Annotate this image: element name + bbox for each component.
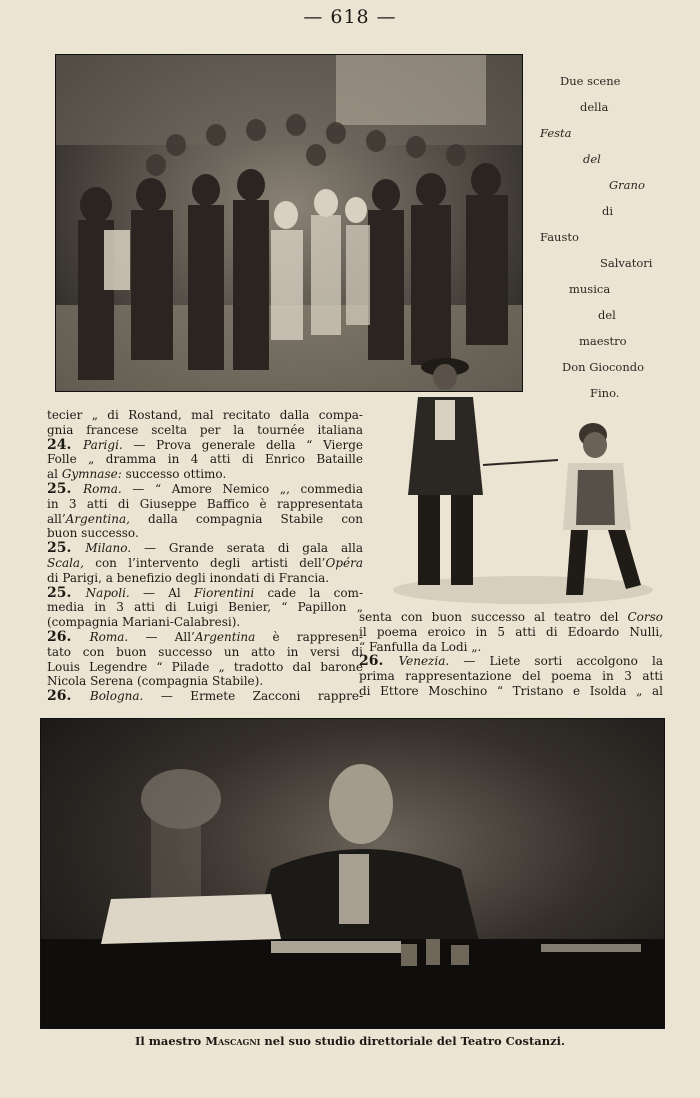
text-line: [47, 660, 363, 675]
text-run: Argentina,: [65, 511, 130, 526]
text-line: [47, 423, 363, 438]
text-run: tecier „ di Rostand, mal recitato dalla compa-: [47, 408, 363, 422]
text-run: — Ermete Zacconi rappre-: [143, 689, 363, 704]
crowd-photo-art: [56, 55, 522, 391]
text-run: — Liete sorti accolgono la: [449, 654, 663, 669]
entry-day-number: 26.: [359, 654, 399, 670]
side-caption-line: Due scene: [560, 74, 621, 88]
entry-day-number: 26.: [47, 689, 90, 704]
text-line: [47, 497, 363, 512]
text-line: [47, 452, 363, 467]
text-run: al: [47, 467, 62, 482]
text-run: (compagnia Mariani-Calabresi).: [47, 615, 241, 630]
text-line: [47, 526, 363, 541]
text-run: Bologna.: [89, 689, 144, 704]
bottom-photo-caption: [0, 1034, 700, 1048]
stage-scene-photo: [55, 54, 523, 392]
text-run: buon successo.: [47, 526, 139, 541]
text-line: [47, 482, 363, 497]
text-line: [47, 645, 363, 660]
caption-name: Mascagni: [205, 1034, 261, 1048]
text-line: [359, 669, 663, 684]
costume-figures-illustration: [383, 345, 663, 610]
text-run: Gymnase:: [61, 467, 122, 482]
text-run: — All’: [128, 629, 195, 644]
text-line: [47, 615, 363, 630]
side-caption-line: della: [580, 100, 609, 114]
text-run: Opéra: [325, 555, 363, 570]
study-photo-art: [41, 719, 664, 1028]
text-run: — “ Amore Nemico „, commedia: [121, 481, 363, 496]
text-run: all’: [47, 511, 66, 526]
text-run: Corso: [627, 610, 663, 624]
text-line: [47, 512, 363, 527]
side-caption-line: Grano: [609, 178, 645, 192]
text-run: Folle „ dramma in 4 atti di Enrico Bataille: [47, 452, 363, 467]
mascagni-study-photo: [40, 718, 665, 1029]
text-run: cade la com-: [254, 585, 363, 600]
side-caption-line: di: [602, 204, 614, 218]
text-column-right: [359, 610, 663, 699]
text-line: [359, 610, 663, 625]
text-run: Venezia.: [398, 654, 450, 669]
text-run: il poema eroico in 5 atti di Edoardo Nulli,: [359, 624, 663, 639]
figures-art: [383, 345, 663, 610]
text-run: Scala,: [47, 555, 84, 570]
text-run: tato con buon successo un atto in versi di: [47, 644, 363, 659]
text-line: [47, 408, 363, 423]
text-line: [47, 467, 363, 482]
text-run: senta con buon successo al teatro del: [359, 610, 628, 624]
text-line: [359, 640, 663, 655]
text-run: in 3 atti di Giuseppe Baffico è rappresentata: [47, 496, 363, 511]
text-line: [359, 625, 663, 640]
text-run: successo ottimo.: [121, 467, 227, 482]
text-run: Nicola Serena (compagnia Stabile).: [47, 674, 264, 689]
text-run: — Al: [129, 585, 195, 600]
text-run: Roma.: [89, 629, 129, 644]
text-line: [47, 438, 363, 453]
text-run: Louis Legendre “ Pilade „ tradotto dal barone: [47, 659, 363, 674]
side-caption-line: Fausto: [540, 230, 579, 244]
text-run: — Prova generale della “ Vierge: [122, 437, 363, 452]
text-run: Fiorentini: [194, 585, 255, 600]
text-line: [47, 556, 363, 571]
entry-day-number: 25.: [47, 481, 84, 497]
entry-day-number: 25.: [47, 585, 86, 601]
side-caption-line: Fino.: [590, 386, 620, 400]
text-line: [47, 674, 363, 689]
caption-after: nel suo studio direttoriale del Teatro Costanzi.: [260, 1034, 565, 1048]
text-line: [47, 541, 363, 556]
text-run: gnia francese scelta per la tournée italiana: [47, 422, 363, 437]
text-line: [359, 684, 663, 699]
side-caption-line: del: [598, 308, 616, 322]
entry-day-number: 24.: [47, 437, 84, 453]
side-caption-line: maestro: [579, 334, 627, 348]
text-run: con l’intervento degli artisti dell’: [83, 555, 326, 570]
side-caption-line: Festa: [540, 126, 572, 140]
text-run: — Grande serata di gala alla: [131, 541, 363, 556]
text-run: prima rappresentazione del poema in 3 atti: [359, 669, 663, 684]
text-run: Milano.: [85, 541, 132, 556]
text-run: Napoli.: [85, 585, 130, 600]
caption-before: Il maestro: [135, 1034, 206, 1048]
page-number: — 618 —: [303, 6, 397, 28]
text-run: Roma.: [83, 481, 122, 496]
text-run: media in 3 atti di Luigi Benier, “ Papillon „: [47, 600, 363, 615]
side-caption-line: del: [583, 152, 601, 166]
text-line: [47, 586, 363, 601]
side-caption-line: musica: [569, 282, 611, 296]
text-run: Parigi.: [83, 437, 123, 452]
text-line: [47, 571, 363, 586]
text-line: [47, 689, 363, 704]
text-run: di Parigi, a benefizio degli inondati di Francia.: [47, 570, 330, 585]
text-run: di Ettore Moschino “ Tristano e Isolda „ al: [359, 683, 663, 698]
side-caption-line: Salvatori: [600, 256, 653, 270]
entry-day-number: 26.: [47, 629, 90, 645]
text-run: è rappresen-: [255, 629, 363, 644]
entry-day-number: 25.: [47, 541, 86, 556]
text-run: Argentina: [194, 629, 256, 644]
text-run: dalla compagnia Stabile con: [129, 511, 363, 526]
text-line: [47, 630, 363, 645]
text-line: [359, 654, 663, 669]
text-column-left: [47, 408, 363, 704]
text-run: “ Fanfulla da Lodi „.: [359, 639, 482, 654]
text-line: [47, 600, 363, 615]
side-caption-line: Don Giocondo: [562, 360, 645, 374]
